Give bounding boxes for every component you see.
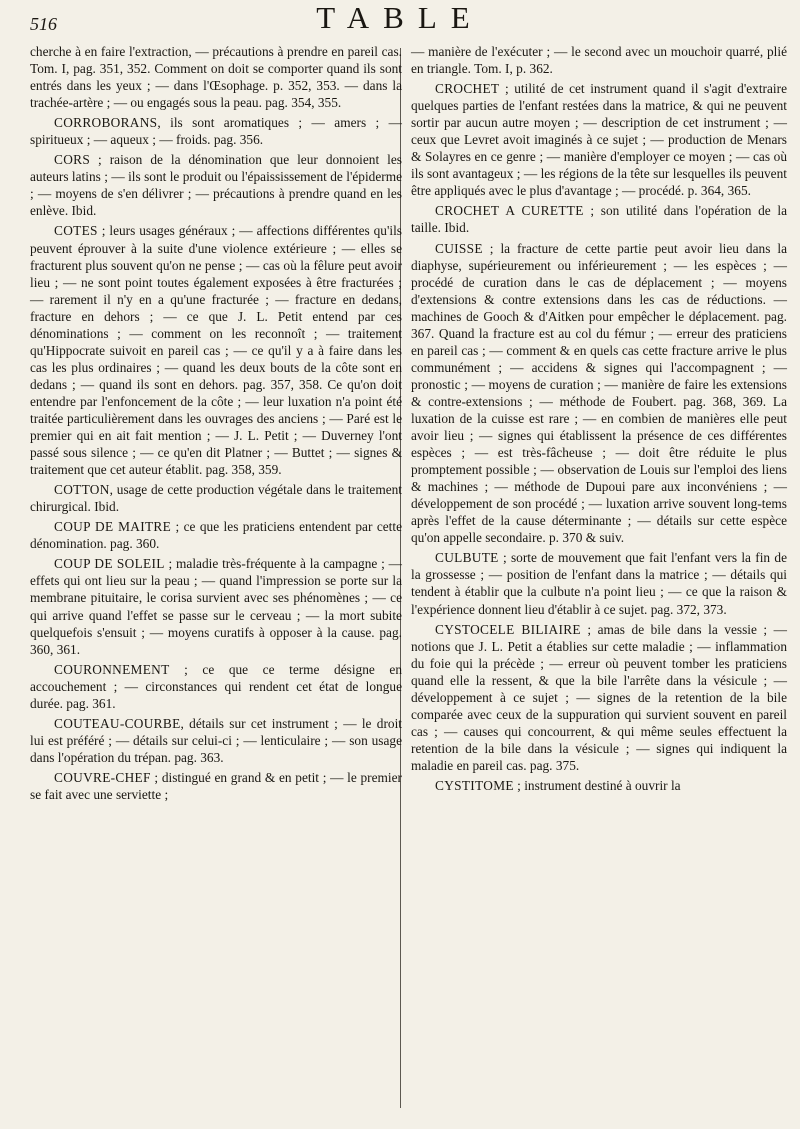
entry-headword: CROCHET — [435, 81, 500, 97]
entry-text: , ils sont aromatiques ; — amers ; — spiritueux ; — aqueux ; — froids. pag. 356. — [30, 115, 402, 148]
entry-headword: CORROBORANS — [54, 115, 158, 131]
entry-text: ; ce que ce terme désigne en accouchement ; — circonstances qui rendent cet état de longue durée. pag. 361. — [30, 661, 402, 711]
entry-headword: COUP DE SOLEIL — [54, 556, 165, 572]
page-header — [0, 2, 800, 42]
entry-text: ; distingué en grand & en petit ; — le premier se fait avec une serviette ; — [30, 769, 402, 802]
entry-headword: COUVRE-CHEF — [54, 769, 151, 785]
entry-text: ; leurs usages généraux ; — affections différentes qu'ils peuvent éprouver à la suite d'une violence extérieure ; — elles se fracturent plus souvent qu'on ne pense ; — cas où la fêlure peut avoir lieu ; — ne sont point toutes également exposées à être fracturées ; — rarement il n'y en a qu'une fracturée ; — fracture en dedans, fracture en dehors ; — ce que J. L. Petit entend par ces dénominations ; — comment on les reconnoît ; — traitement qu'Hippocrate suivoit en pareil cas ; — ce qu'il y a à faire dans les cas les plus ordinaires ; — quand les deux bouts de la côte sont en dedans ; — quand ils sont en dehors. pag. 357, 358. Ce qu'on doit entendre par l'enfoncement de la côte ; — leur luxation n'a point été traitée particulièrement dans les ouvrages des anciens ; — Paré est le premier qui en ait fait mention ; — J. L. Petit ; — Duverney l'ont passé sous silence ; — ce qu'en dit Platner ; — Buttet ; — signes & traitement que cet auteur établit. pag. 358, 359. — [30, 223, 402, 478]
left-column — [30, 43, 402, 806]
entry-text: ; son utilité dans l'opération de la taille. Ibid. — [411, 203, 787, 236]
index-entry — [30, 114, 402, 148]
entry-headword: CORS — [54, 152, 91, 168]
entry-headword: CUISSE — [435, 240, 483, 256]
entry-text: ; sorte de mouvement que fait l'enfant vers la fin de la grossesse ; — position de l'enfant dans la matrice ; — détails qui tendent à établir que la culbute n'a point lieu ; — ce que la raison & l'expérience donnent lieu d'établir à ce sujet. pag. 372, 373. — [411, 550, 787, 617]
entry-text: ; instrument destiné à ouvrir la — [513, 777, 681, 793]
entry-text: , usage de cette production végétale dans le traitement chirurgical. Ibid. — [30, 482, 402, 515]
entry-text: ; amas de bile dans la vessie ; — notions que J. L. Petit a établies sur cette maladie ; — inflammation du foie qui la précède ; — erreur où peuvent tomber les praticiens quand elle la ressent, & que la bile l'arrête dans la vésicule ; — développement à ce sujet ; — signes de la retention de la bile comparée avec ceux de la suppuration qui survient souvent en pareil cas ; — causes qui concourrent, & qui même seules effectuent la retention de la bile dans la vésicule ; — signes qui indiquent la maladie en pareil cas. pag. 375. — [411, 621, 787, 773]
index-entry — [30, 518, 402, 552]
running-head: TABLE — [316, 0, 484, 35]
index-entry — [30, 151, 402, 219]
entry-headword: COURONNEMENT — [54, 661, 170, 677]
entry-text: ; la fracture de cette partie peut avoir lieu dans la diaphyse, supérieurement ou inférieurement ; — les espèces ; — procédé de curation dans le cas de déplacement ; — moyens d'extensions & contre extensions dans les cas de réductions. — machines de Gooch & d'Aitken pour empêcher le déplacement. pag. 367. Quand la fracture est au col du fémur ; — erreur des praticiens en pareil cas ; — comment & en quels cas cette fracture arrive le plus communément ; — accidens & signes qui l'accompagnent ; — pronostic ; — moyens de curation ; — manière de faire les extensions & contre-extensions ; — méthode de Foubert. pag. 368, 369. La luxation de la cuisse est rare ; — en combien de manières elle peut avoir lieu ; — signes qui établissent la présence de ces différentes espèces ; — est très-fâcheuse ; — doit être réduite le plus promptement possible ; — observation de Louis sur l'emploi des liens & machines ; — méthode de Dupoui pare aux inconvéniens ; — développement de son procédé ; — luxation arrive souvent long-tems après l'effet de la cause déterminante ; — détails sur cette espèce qu'on appelle secondaire. p. 370 & suiv. — [411, 240, 787, 546]
entry-headword: CYSTOCELE BILIAIRE — [435, 621, 581, 637]
entry-text: , détails sur cet instrument ; — le droit lui est préféré ; — détails sur celui-ci ; — lenticulaire ; — son usage dans l'opération du trépan. pag. 363. — [30, 715, 402, 765]
index-entry — [30, 715, 402, 766]
index-entry — [411, 549, 787, 617]
entry-headword: COUP DE MAITRE — [54, 519, 172, 535]
entry-text: ; maladie très-fréquente à la campagne ; — effets qui ont lieu sur la peau ; — quand l'impression se porte sur la membrane pituitaire, le corisa survient avec ses phénomènes ; — ce qui arrive quand l'effet se passe sur le cerveau ; — la mort subite quelquefois s'ensuit ; — moyens curatifs à opposer à la cause. pag. 360, 361. — [30, 556, 402, 657]
entry-headword: COTTON — [54, 482, 110, 498]
right-column — [411, 43, 787, 797]
entry-text: cherche à en faire l'extraction, — précautions à prendre en pareil cas. Tom. I, pag. 351, 352. Comment on doit se comporter quand ils sont entrés dans les yeux ; — dans l'Œsophage. p. 352, 353. — dans la trachée-artère ; — ou engagés sous la peau. pag. 354, 355. — [30, 44, 402, 111]
entry-headword: CYSTITOME — [435, 777, 514, 793]
index-entry — [30, 555, 402, 657]
index-entry — [411, 43, 787, 77]
index-entry — [30, 481, 402, 515]
entry-text: — manière de l'exécuter ; — le second avec un mouchoir quarré, plié en triangle. Tom. I, p. 362. — [411, 44, 787, 77]
index-entry — [411, 202, 787, 236]
entry-headword: COTES — [54, 223, 98, 239]
index-entry — [30, 769, 402, 803]
entry-headword: COUTEAU-COURBE — [54, 715, 181, 731]
index-entry — [411, 777, 787, 794]
index-entry — [411, 621, 787, 774]
index-entry — [411, 240, 787, 547]
index-entry — [30, 222, 402, 478]
entry-text: ; utilité de cet instrument quand il s'agit d'extraire quelques parties de l'enfant restées dans la matrice, & qui ne peuvent sortir par aucun autre moyen ; — description de cet instrument ; — ceux que Levret avoit imaginés à ce sujet ; — production de Menars & Solayres en ce genre ; — manière d'employer ce moyen ; — cas où ils sont avantageux ; — les régions de la tête sur lesquelles ils peuvent être appliqués avec le plus d'avantage ; — procédé. p. 364, 365. — [411, 81, 787, 199]
index-entry — [30, 661, 402, 712]
entry-text: ; raison de la dénomination que leur donnoient les auteurs latins ; — ils sont le produit ou l'épaississement de l'épiderme ; — moyens de s'en délivrer ; — précautions à prendre quand en les enlève. Ibid. — [30, 152, 402, 219]
index-entry — [30, 43, 402, 111]
entry-headword: CULBUTE — [435, 550, 499, 566]
page-number: 516 — [30, 14, 57, 34]
index-entry — [411, 80, 787, 199]
entry-headword: CROCHET A CURETTE — [435, 203, 584, 219]
entry-text: ; ce que les praticiens entendent par cette dénomination. pag. 360. — [30, 519, 403, 552]
